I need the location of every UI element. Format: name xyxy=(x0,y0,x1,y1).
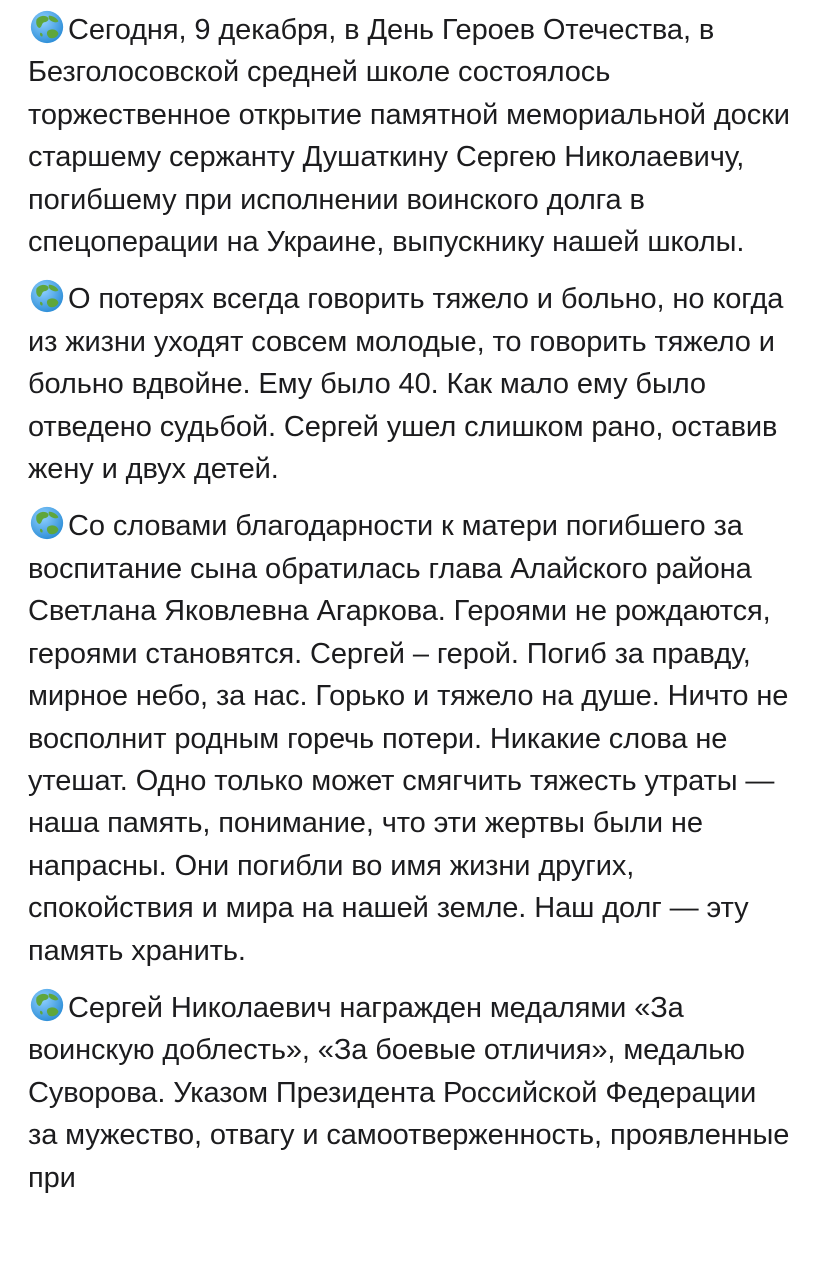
paragraph-4 xyxy=(28,986,792,1199)
paragraph-1-text: Сегодня, 9 декабря, в День Героев Отечества, в Безголосовской средней школе состоялось торжественное открытие памятной мемориальной доски старшему сержанту Душаткину Сергею Николаевичу, погибшему при исполнении воинского долга в спецоперации на Украине, выпускнику нашей школы. xyxy=(28,14,790,259)
globe-asia-australia-icon xyxy=(28,986,66,1024)
paragraph-2 xyxy=(28,277,792,490)
paragraph-3 xyxy=(28,504,792,971)
paragraph-2-text: О потерях всегда говорить тяжело и больно, но когда из жизни уходят совсем молодые, то говорить тяжело и больно вдвойне. Ему было 40. Как мало ему было отведено судьбой. Сергей ушел слишком рано, оставив жену и двух детей. xyxy=(28,283,784,486)
paragraph-4-text: Сергей Николаевич награжден медалями «За воинскую доблесть», «За боевые отличия», медалью Суворова. Указом Президента Российской Федерации за мужество, отвагу и самоотверженность, проявленные при xyxy=(28,991,790,1194)
globe-asia-australia-icon xyxy=(28,277,66,315)
paragraph-1 xyxy=(28,8,792,263)
paragraph-3-text: Со словами благодарности к матери погибшего за воспитание сына обратилась глава Алайского района Светлана Яковлевна Агаркова. Героями не рождаются, героями становятся. Сергей – герой. Погиб за правду, мирное небо, за нас. Горько и тяжело на душе. Ничто не восполнит родным горечь потери. Никакие слова не утешат. Одно только может смягчить тяжесть утраты — наша память, понимание, что эти жертвы были не напрасны. Они погибли во имя жизни других, спокойствия и мира на нашей земле. Наш долг — эту память хранить. xyxy=(28,510,789,967)
globe-asia-australia-icon xyxy=(28,504,66,542)
globe-asia-australia-icon xyxy=(28,8,66,46)
